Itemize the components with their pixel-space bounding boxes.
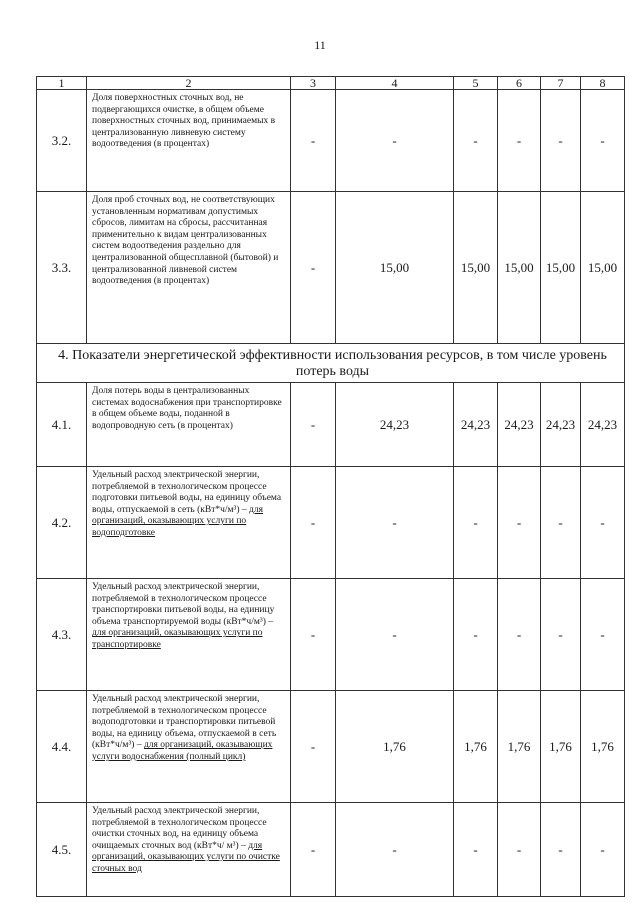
indicators-table xyxy=(36,76,625,897)
indicator-text: Удельный расход электрической энергии, потребляемой в технологическом процессе очистки сточных вод, на единицу объема очищаемых сточных вод (кВт*ч/ м³) – для организаций, оказывающих услуги по очистке сточных вод xyxy=(87,803,291,897)
value-cell: - xyxy=(454,467,498,579)
value-cell: - xyxy=(291,467,336,579)
row-number: 4.4. xyxy=(37,691,87,803)
page-number: 11 xyxy=(314,38,326,52)
header-cell: 6 xyxy=(498,77,541,90)
indicator-text-underlined: для организаций, оказывающих услуги по очистке сточных вод xyxy=(92,840,280,874)
value-cell: - xyxy=(336,579,454,691)
value-cell: - xyxy=(291,90,336,192)
value-cell: - xyxy=(291,383,336,467)
row-number: 4.5. xyxy=(37,803,87,897)
value-cell: 1,76 xyxy=(336,691,454,803)
value-cell: - xyxy=(336,90,454,192)
value-cell: - xyxy=(498,579,541,691)
indicator-text-underlined: для организаций, оказывающих услуги по транспортировке xyxy=(92,628,263,650)
value-cell: 15,00 xyxy=(454,192,498,344)
value-cell: - xyxy=(581,467,625,579)
value-cell: - xyxy=(291,691,336,803)
value-cell: 24,23 xyxy=(336,383,454,467)
value-cell: 1,76 xyxy=(541,691,581,803)
header-cell: 3 xyxy=(291,77,336,90)
value-cell: - xyxy=(498,90,541,192)
value-cell: - xyxy=(336,467,454,579)
indicator-text: Доля потерь воды в централизованных системах водоснабжения при транспортировке в общем объеме воды, поданной в водопроводную сеть (в процентах) xyxy=(87,383,291,467)
value-cell: - xyxy=(541,467,581,579)
indicator-text: Удельный расход электрической энергии, потребляемой в технологическом процессе подготовки питьевой воды, на единицу объема воды, отпускаемой в сеть (кВт*ч/м³) – для организаций, оказывающих услуги по водоподготовке xyxy=(87,467,291,579)
table-row xyxy=(37,691,625,803)
value-cell: - xyxy=(541,579,581,691)
value-cell: - xyxy=(291,579,336,691)
header-cell: 7 xyxy=(541,77,581,90)
value-cell: - xyxy=(581,803,625,897)
table-row xyxy=(37,803,625,897)
value-cell: 1,76 xyxy=(498,691,541,803)
value-cell: 24,23 xyxy=(498,383,541,467)
value-cell: 1,76 xyxy=(454,691,498,803)
header-cell: 4 xyxy=(336,77,454,90)
value-cell: - xyxy=(454,803,498,897)
value-cell: 15,00 xyxy=(541,192,581,344)
value-cell: 1,76 xyxy=(581,691,625,803)
indicator-text-underlined: для организаций, оказывающих услуги по водоподготовке xyxy=(92,504,263,538)
indicator-text: Доля поверхностных сточных вод, не подвергающихся очистке, в общем объеме поверхностных сточных вод, принимаемых в централизованную ливневую систему водоотведения (в процентах) xyxy=(87,90,291,192)
value-cell: - xyxy=(541,803,581,897)
value-cell: - xyxy=(581,90,625,192)
value-cell: 15,00 xyxy=(581,192,625,344)
table-header-row xyxy=(37,77,625,90)
section-title: 4. Показатели энергетической эффективности использования ресурсов, в том числе уровень потерь воды xyxy=(37,344,625,383)
row-number: 3.2. xyxy=(37,90,87,192)
value-cell: 15,00 xyxy=(336,192,454,344)
table-row xyxy=(37,467,625,579)
row-number: 4.1. xyxy=(37,383,87,467)
value-cell: 24,23 xyxy=(541,383,581,467)
table-row xyxy=(37,90,625,192)
value-cell: - xyxy=(454,579,498,691)
row-number: 4.2. xyxy=(37,467,87,579)
value-cell: - xyxy=(291,803,336,897)
header-cell: 2 xyxy=(87,77,291,90)
value-cell: - xyxy=(336,803,454,897)
table-row xyxy=(37,192,625,344)
value-cell: - xyxy=(291,192,336,344)
indicator-text: Удельный расход электрической энергии, потребляемой в технологическом процессе водоподготовки и транспортировки питьевой воды, на единицу объема, отпускаемой в сеть (кВт*ч/м³) – для организаций, оказывающих услуги водоснабжения (полный цикл) xyxy=(87,691,291,803)
value-cell: - xyxy=(581,579,625,691)
section-row xyxy=(37,344,625,383)
row-number: 3.3. xyxy=(37,192,87,344)
indicator-text: Удельный расход электрической энергии, потребляемой в технологическом процессе транспортировки питьевой воды, на единицу объема транспортируемой воды (кВт*ч/м³) – для организаций, оказывающих услуги по транспортировке xyxy=(87,579,291,691)
indicator-text: Доля проб сточных вод, не соответствующих установленным нормативам допустимых сбросов, лимитам на сбросы, рассчитанная применительно к видам централизованных систем водоотведения раздельно для централизованной общесплавной (бытовой) и централизованной ливневой систем водоотведения (в процентах) xyxy=(87,192,291,344)
value-cell: 24,23 xyxy=(454,383,498,467)
indicator-text-underlined: для организаций, оказывающих услуги водоснабжения (полный цикл) xyxy=(92,740,273,762)
value-cell: - xyxy=(541,90,581,192)
table-row xyxy=(37,383,625,467)
header-cell: 5 xyxy=(454,77,498,90)
value-cell: 24,23 xyxy=(581,383,625,467)
header-cell: 1 xyxy=(37,77,87,90)
value-cell: 15,00 xyxy=(498,192,541,344)
value-cell: - xyxy=(454,90,498,192)
value-cell: - xyxy=(498,467,541,579)
table-row xyxy=(37,579,625,691)
row-number: 4.3. xyxy=(37,579,87,691)
header-cell: 8 xyxy=(581,77,625,90)
value-cell: - xyxy=(498,803,541,897)
